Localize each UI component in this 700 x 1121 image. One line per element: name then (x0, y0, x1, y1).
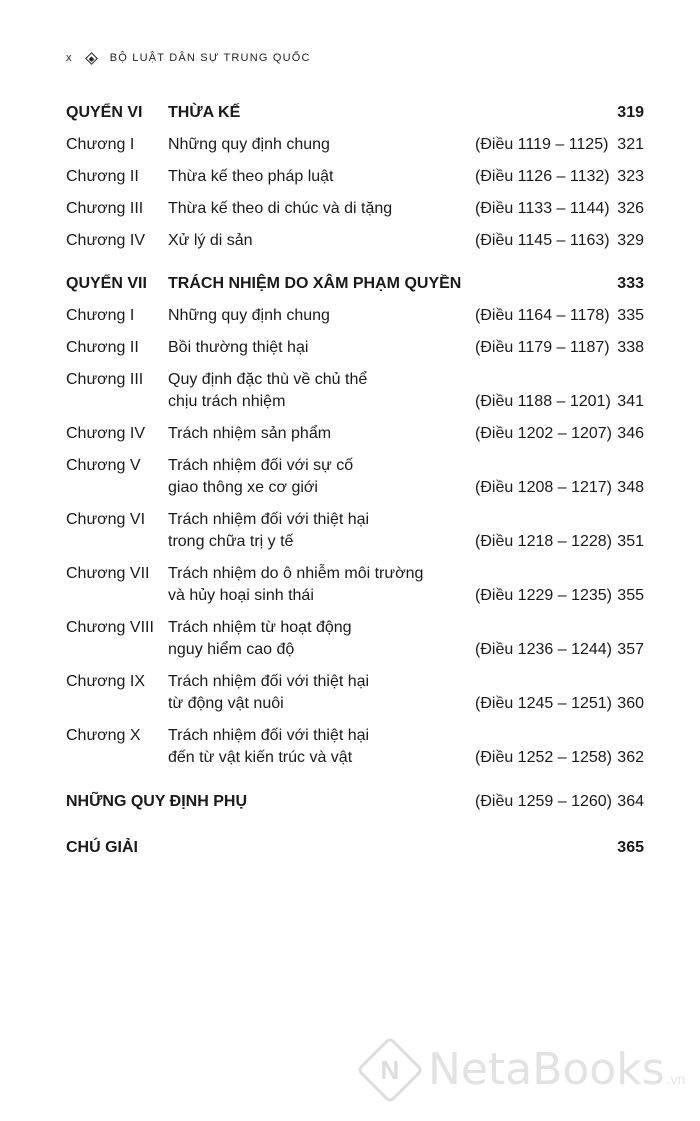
chapter-label: Chương I (66, 307, 135, 324)
chapter-articles: (Điều 1229 – 1235) (475, 587, 612, 604)
chapter-title (168, 563, 468, 607)
chapter-title-line: và hủy hoại sinh thái (168, 587, 314, 604)
chapter-articles: (Điều 1119 – 1125) (475, 136, 609, 153)
chapter-title-line: trong chữa trị y tế (168, 533, 294, 550)
chapter-label: Chương IV (66, 425, 146, 442)
chapter-title-line: Trách nhiệm từ hoạt động (168, 619, 352, 636)
part-label: QUYỂN VII (66, 275, 147, 292)
chapter-title (168, 455, 468, 499)
chapter-title-line: Trách nhiệm do ô nhiễm môi trường (168, 565, 424, 582)
running-header (66, 52, 311, 64)
chapter-title (168, 423, 468, 445)
chapter-page: 348 (617, 479, 644, 496)
chapter-page: 355 (617, 587, 644, 604)
chapter-entry (66, 563, 644, 607)
chapter-title-line: Trách nhiệm đối với sự cố (168, 457, 354, 474)
chapter-title-line: nguy hiểm cao độ (168, 641, 295, 658)
part-page: 319 (617, 104, 644, 121)
chapter-label: Chương VI (66, 511, 146, 528)
chapter-entry (66, 509, 644, 553)
chapter-title-line: Trách nhiệm sản phẩm (168, 425, 332, 442)
chapter-title (168, 671, 468, 715)
chapter-title-line: Xử lý di sản (168, 232, 253, 249)
chapter-entry (66, 369, 644, 413)
chapter-page: 335 (617, 307, 644, 324)
part-label: QUYỂN VI (66, 104, 143, 121)
chapter-title-line: từ động vật nuôi (168, 695, 284, 712)
chapter-title (168, 166, 468, 188)
chapter-title-line: Trách nhiệm đối với thiệt hại (168, 727, 370, 744)
chapter-title-line: Thừa kế theo di chúc và di tặng (168, 200, 393, 217)
book-title: BỘ LUẬT DÂN SỰ TRUNG QUỐC (109, 52, 311, 64)
chapter-title (168, 134, 468, 156)
chapter-title-line: đến từ vật kiến trúc và vật (168, 749, 353, 766)
chapter-articles: (Điều 1252 – 1258) (475, 749, 612, 766)
chapter-page: 329 (617, 232, 644, 249)
chapter-title (168, 230, 468, 252)
chapter-articles: (Điều 1164 – 1178) (475, 307, 610, 324)
chapter-articles: (Điều 1245 – 1251) (475, 695, 612, 712)
chapter-entry (66, 230, 644, 252)
chapter-title (168, 509, 468, 553)
diamond-ornament-icon (85, 52, 98, 65)
chapter-title-line: Thừa kế theo pháp luật (168, 168, 334, 185)
chapter-articles: (Điều 1145 – 1163) (475, 232, 610, 249)
supplementary-page: 364 (617, 793, 644, 810)
chapter-page: 341 (617, 393, 644, 410)
chapter-articles: (Điều 1218 – 1228) (475, 533, 612, 550)
chapter-entry (66, 166, 644, 188)
chapter-title-line: Trách nhiệm đối với thiệt hại (168, 511, 370, 528)
watermark-suffix: .vn (666, 1071, 686, 1087)
chapter-label: Chương X (66, 727, 141, 744)
chapter-label: Chương III (66, 371, 144, 388)
chapter-title (168, 617, 468, 661)
chapter-articles: (Điều 1188 – 1201) (475, 393, 611, 410)
supplementary-articles: (Điều 1259 – 1260) (475, 793, 612, 810)
chapter-title (168, 369, 468, 413)
chapter-entry (66, 617, 644, 661)
chapter-page: 357 (617, 641, 644, 658)
page-number: x (66, 52, 73, 64)
chapter-entry (66, 134, 644, 156)
chapter-articles: (Điều 1202 – 1207) (475, 425, 612, 442)
chapter-page: 351 (617, 533, 644, 550)
chapter-page: 338 (617, 339, 644, 356)
chapter-title-line: chịu trách nhiệm (168, 393, 286, 410)
chapter-page: 360 (617, 695, 644, 712)
part-page: 333 (617, 275, 644, 292)
chapter-label: Chương VIII (66, 619, 154, 636)
chapter-title-line: giao thông xe cơ giới (168, 479, 318, 496)
chapter-title-line: Bồi thường thiệt hại (168, 339, 309, 356)
chapter-label: Chương VII (66, 565, 150, 582)
chapter-entry (66, 725, 644, 769)
notes-title: CHÚ GIẢI (66, 839, 138, 856)
part-title: THỪA KẾ (168, 104, 241, 121)
chapter-entry (66, 305, 644, 327)
chapter-title-line: Những quy định chung (168, 307, 330, 324)
chapter-title (168, 725, 468, 769)
chapter-title-line: Những quy định chung (168, 136, 330, 153)
chapter-entry (66, 423, 644, 445)
chapter-articles: (Điều 1126 – 1132) (475, 168, 610, 185)
chapter-label: Chương V (66, 457, 141, 474)
supplementary-title: NHỮNG QUY ĐỊNH PHỤ (66, 793, 247, 810)
chapter-title (168, 305, 468, 327)
chapter-entry (66, 455, 644, 499)
chapter-articles: (Điều 1179 – 1187) (475, 339, 610, 356)
chapter-entry (66, 671, 644, 715)
chapter-page: 321 (617, 136, 644, 153)
netabooks-logo-icon: N (356, 1036, 424, 1104)
chapter-articles: (Điều 1133 – 1144) (475, 200, 610, 217)
netabooks-watermark (366, 1044, 685, 1095)
chapter-title-line: Quy định đặc thù về chủ thể (168, 371, 368, 388)
chapter-label: Chương I (66, 136, 135, 153)
chapter-label: Chương II (66, 339, 139, 356)
chapter-title (168, 337, 468, 359)
notes-page: 365 (617, 839, 644, 856)
chapter-title-line: Trách nhiệm đối với thiệt hại (168, 673, 370, 690)
chapter-page: 326 (617, 200, 644, 217)
chapter-page: 362 (617, 749, 644, 766)
chapter-articles: (Điều 1208 – 1217) (475, 479, 612, 496)
chapter-label: Chương III (66, 200, 144, 217)
chapter-entry (66, 337, 644, 359)
chapter-page: 346 (617, 425, 644, 442)
watermark-brand: NetaBooks (428, 1044, 665, 1095)
chapter-page: 323 (617, 168, 644, 185)
part-title: TRÁCH NHIỆM DO XÂM PHẠM QUYỀN (168, 275, 462, 292)
chapter-label: Chương IV (66, 232, 146, 249)
chapter-entry (66, 198, 644, 220)
chapter-articles: (Điều 1236 – 1244) (475, 641, 612, 658)
chapter-title (168, 198, 468, 220)
chapter-label: Chương IX (66, 673, 146, 690)
chapter-label: Chương II (66, 168, 139, 185)
